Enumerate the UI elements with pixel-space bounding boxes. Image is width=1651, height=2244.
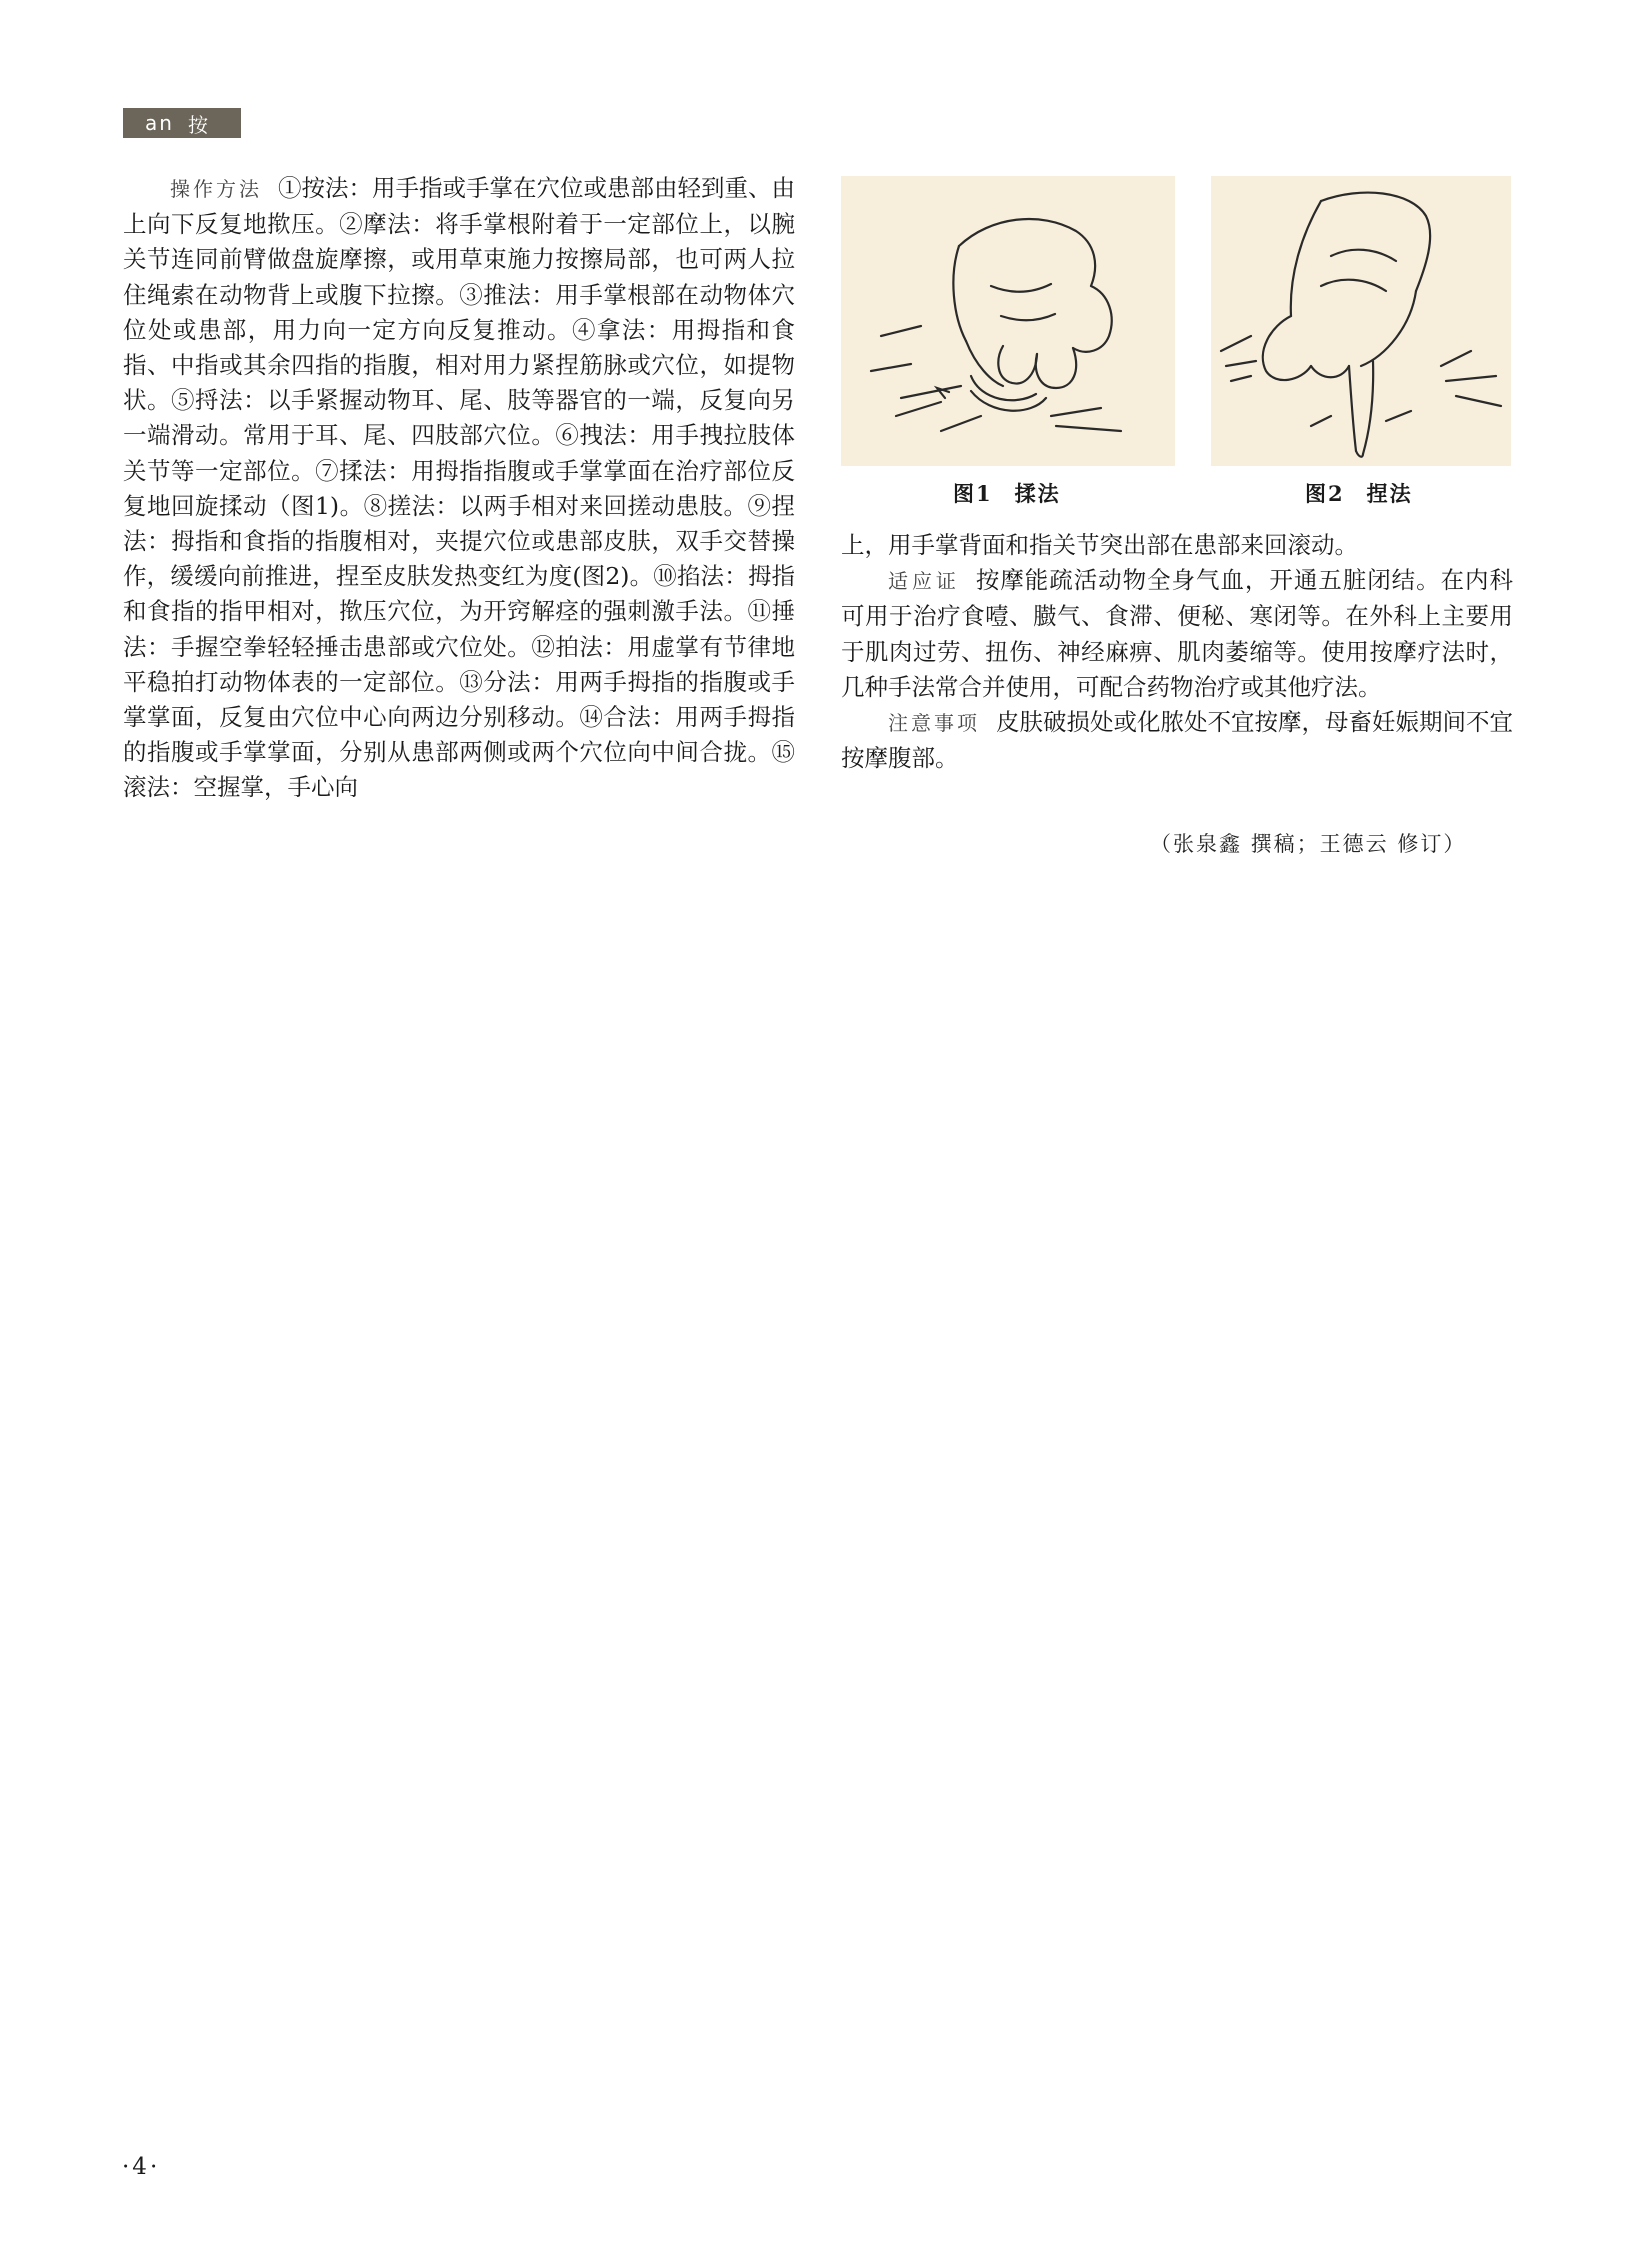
- figure-2-number: 图2: [1305, 481, 1345, 506]
- cautions-text: 皮肤破损处或化脓处不宜按摩，母畜妊娠期间不宜按摩腹部。: [841, 708, 1513, 773]
- cautions-heading: 注意事项: [888, 711, 980, 736]
- figure-2-caption: [1305, 478, 1413, 508]
- method-heading: 操作方法: [170, 177, 262, 201]
- section-pinyin: an: [145, 111, 174, 135]
- cautions-paragraph: [841, 705, 1513, 776]
- figure-1-kneading-illustration: [841, 176, 1175, 466]
- page-number: ·4·: [122, 2154, 161, 2180]
- author-credit: （张泉鑫 撰稿；王德云 修订）: [1150, 832, 1467, 856]
- method-paragraph: [123, 171, 795, 806]
- figure-2-label: 捏法: [1366, 481, 1413, 506]
- indications-text: 按摩能疏活动物全身气血，开通五脏闭结。在内科可用于治疗食噎、臌气、食滞、便秘、寒闭等。在外科上主要用于肌肉过劳、扭伤、神经麻痹、肌肉萎缩等。使用按摩疗法时，几种手法常合并使用，可配合药物治疗或其他疗法。: [841, 566, 1513, 701]
- section-tab: [123, 108, 241, 138]
- hand-pinching-drawing: [1211, 176, 1511, 466]
- figure-1-caption: [953, 478, 1061, 508]
- figure-1-number: 图1: [953, 481, 993, 506]
- left-column: [123, 171, 795, 806]
- method-continuation: 上，用手掌背面和指关节突出部在患部来回滚动。: [841, 531, 1358, 559]
- method-text: ①按法：用手指或手掌在穴位或患部由轻到重、由上向下反复地揿压。②摩法：将手掌根附着于一定部位上，以腕关节连同前臂做盘旋摩擦，或用草束施力按擦局部，也可两人拉住绳索在动物背上或腹下拉擦。③推法：用手掌根部在动物体穴位处或患部，用力向一定方向反复推动。④拿法：用拇指和食指、中指或其余四指的指腹，相对用力紧捏筋脉或穴位，如提物状。⑤捋法：以手紧握动物耳、尾、肢等器官的一端，反复向另一端滑动。常用于耳、尾、四肢部穴位。⑥拽法：用手拽拉肢体关节等一定部位。⑦揉法：用拇指指腹或手掌掌面在治疗部位反复地回旋揉动（图1)。⑧搓法：以两手相对来回搓动患肢。⑨捏法：拇指和食指的指腹相对，夹提穴位或患部皮肤，双手交替操作，缓缓向前推进，捏至皮肤发热变红为度(图2)。⑩掐法：拇指和食指的指甲相对，揿压穴位，为开窍解痉的强刺激手法。⑪捶法：手握空拳轻轻捶击患部或穴位处。⑫拍法：用虚掌有节律地平稳拍打动物体表的一定部位。⑬分法：用两手拇指的指腹或手掌掌面，反复由穴位中心向两边分别移动。⑭合法：用两手拇指的指腹或手掌掌面，分别从患部两侧或两个穴位向中间合拢。⑮滚法：空握掌，手心向: [123, 174, 795, 802]
- hand-kneading-drawing: [841, 176, 1175, 466]
- indications-paragraph: [841, 563, 1513, 705]
- figure-2-pinching-illustration: [1211, 176, 1511, 466]
- indications-heading: 适应证: [888, 569, 960, 594]
- section-char: 按: [187, 112, 210, 137]
- right-column: [841, 528, 1513, 776]
- figure-1-label: 揉法: [1014, 481, 1061, 506]
